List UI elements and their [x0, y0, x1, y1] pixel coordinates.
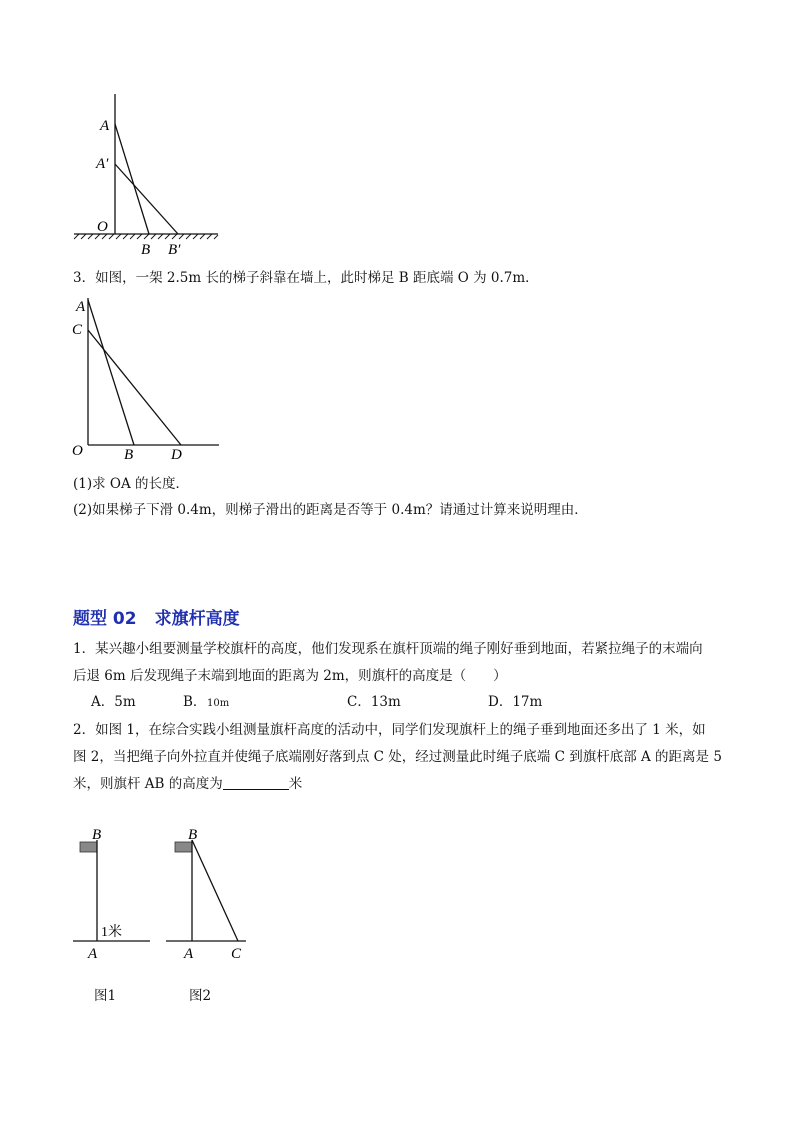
ladder-wall-figure [66, 292, 226, 464]
option-b-value: 10m [207, 698, 230, 709]
label-A: A [76, 299, 86, 315]
answer-blank [223, 775, 289, 790]
section-tag: 题型 02 [73, 609, 137, 629]
problem3-stem: 3．如图，一架 2.5m 长的梯子斜靠在墙上，此时梯足 B 距底端 O 为 0.7m． [73, 270, 539, 286]
q1-line1: 1．某兴趣小组要测量学校旗杆的高度，他们发现系在旗杆顶端的绳子刚好垂到地面，若紧拉绳子的末端向 [73, 641, 703, 657]
option-c: C．13m [347, 694, 401, 710]
flagpole-figure-1 [68, 822, 158, 962]
figure-1-caption: 图1 [94, 988, 117, 1004]
label-B: B [188, 827, 198, 843]
section-title: 求旗杆高度 [154, 609, 240, 629]
ladder-slide-figure [60, 88, 230, 260]
figure-2-caption: 图2 [189, 988, 212, 1004]
label-B: B [92, 827, 102, 843]
label-extra-length: 1米 [101, 925, 122, 940]
q2-line3 [73, 774, 302, 794]
problem3-question2: (2)如果梯子下滑 0.4m，则梯子滑出的距离是否等于 0.4m？请通过计算来说明理由． [73, 502, 588, 518]
section-heading [73, 604, 240, 629]
q2-line2: 图 2，当把绳子向外拉直并使绳子底端刚好落到点 C 处，经过测量此时绳子底端 C 到旗杆底部 A 的距离是 5 [73, 749, 722, 765]
label-A: A [184, 946, 194, 962]
flagpole-figure-2 [160, 822, 250, 962]
q2-line1: 2．如图 1，在综合实践小组测量旗杆高度的活动中，同学们发现旗杆上的绳子垂到地面还多出了 1 米，如 [73, 722, 706, 738]
label-B-prime: B′ [168, 242, 181, 258]
q1-line2: 后退 6m 后发现绳子末端到地面的距离为 2m，则旗杆的高度是（ ） [73, 668, 507, 684]
label-D: D [171, 447, 182, 463]
label-A-prime: A′ [96, 156, 109, 172]
option-a: A．5m [91, 694, 136, 710]
label-A: A [88, 946, 98, 962]
label-B: B [124, 447, 134, 463]
label-A: A [100, 118, 110, 134]
problem3-question1: (1)求 OA 的长度． [73, 476, 190, 492]
label-C: C [72, 322, 83, 338]
option-d: D．17m [488, 694, 543, 710]
option-b-letter: B． [183, 694, 207, 710]
q2-line3-text: 米，则旗杆 AB 的高度为 [73, 776, 223, 792]
label-O: O [97, 219, 108, 235]
label-B: B [141, 242, 151, 258]
label-C: C [231, 946, 242, 962]
label-O: O [72, 443, 83, 459]
q2-line3-unit: 米 [288, 776, 303, 792]
